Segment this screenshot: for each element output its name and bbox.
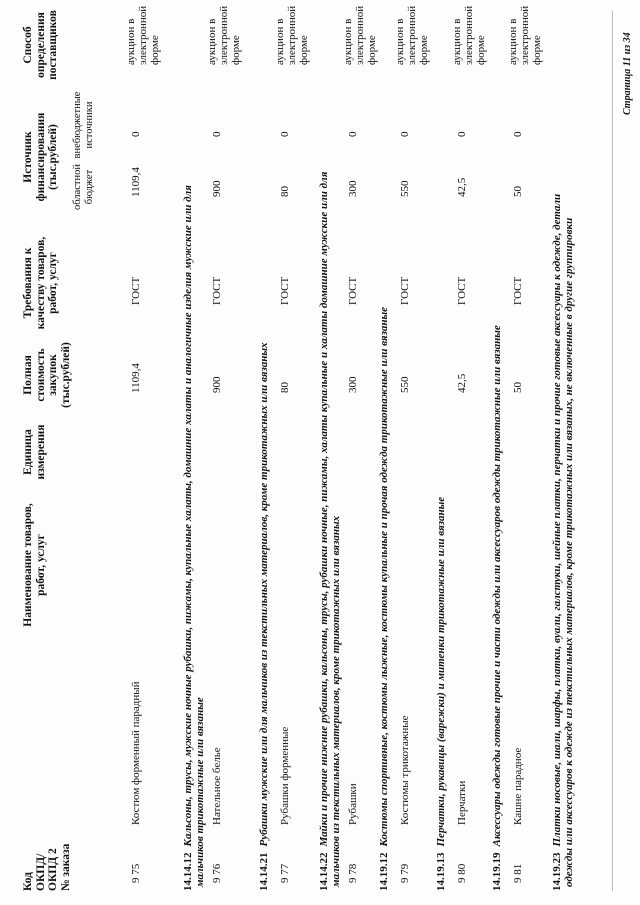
item-method — [451, 6, 487, 65]
item-requirements: ГОСТ — [399, 276, 411, 305]
method-line: электронной — [463, 5, 475, 65]
method-line: форме — [298, 35, 310, 65]
method-line: аукцион в — [394, 18, 406, 65]
item-cost: 300 — [347, 376, 359, 393]
item-number: 9 76 — [211, 863, 223, 883]
header-src-line: (тыс.рублей) — [47, 124, 59, 190]
item-cost: 50 — [512, 382, 524, 393]
item-extra-sources: 0 — [347, 131, 359, 137]
item-requirements: ГОСТ — [456, 276, 468, 305]
item-name: Костюмы трикотажные — [399, 715, 411, 825]
item-name: Нательное белье — [211, 747, 223, 825]
group-code: 14.14.21 — [258, 852, 270, 891]
method-line: форме — [366, 35, 378, 65]
header-code — [22, 831, 72, 891]
item-method — [342, 6, 378, 65]
header-cost — [22, 335, 72, 415]
method-line: электронной — [519, 5, 531, 65]
item-number: 9 78 — [347, 863, 359, 883]
method-line: форме — [475, 35, 487, 65]
group-code: 14.19.13 — [435, 852, 447, 891]
header-cost-line: стоимость — [34, 348, 47, 402]
header-sub-line: внебюджетные — [72, 91, 83, 159]
group-header — [435, 11, 447, 891]
header-cost-line: закупок — [47, 354, 59, 396]
header-requirements — [22, 233, 60, 333]
method-line: форме — [418, 35, 430, 65]
header-unit-line: Единица — [22, 429, 34, 475]
item-number: 9 79 — [399, 863, 411, 883]
group-title: Кальсоны, трусы, мужские ночные рубашки, пижамы, купальные халаты, домашние халаты и аналогичные изделия мужские или для — [182, 185, 194, 847]
item-regional-budget: 42,5 — [456, 177, 468, 197]
method-line: аукцион в — [507, 18, 519, 65]
method-line: электронной — [218, 5, 230, 65]
item-requirements: ГОСТ — [130, 276, 142, 305]
header-method-line: Способ — [22, 26, 34, 64]
header-src-line: финансирования — [34, 112, 47, 202]
header-cost-line: (тыс.рублей) — [59, 342, 72, 408]
item-regional-budget: 80 — [279, 186, 291, 197]
header-src-line: Источник — [22, 131, 34, 183]
item-name: Костюм форменный парадный — [130, 681, 142, 825]
group-title: Аксессуары одежды готовые прочие и части одежды или аксессуаров одежды трикотажные или вязаные — [491, 325, 503, 847]
item-regional-budget: 300 — [347, 180, 359, 197]
item-method — [274, 6, 310, 65]
item-name: Рубашки — [347, 783, 359, 825]
group-title: Майки и прочие нижние рубашки, кальсоны, трусы, рубашки ночные, пижамы, халаты купальные и халаты домашние мужские или для — [318, 171, 330, 847]
method-line: электронной — [354, 5, 366, 65]
item-regional-budget: 50 — [512, 186, 524, 197]
item-number: 9 75 — [130, 863, 142, 883]
header-source-extra — [72, 89, 95, 161]
header-name — [22, 455, 47, 675]
group-header — [551, 11, 575, 891]
header-req-line: качеству товаров, — [34, 236, 47, 330]
group-header — [182, 11, 206, 891]
header-sub-line: областной — [72, 164, 83, 210]
item-regional-budget: 550 — [399, 180, 411, 197]
header-code-line: ОКПД/ — [34, 853, 47, 891]
method-line: аукцион в — [125, 18, 137, 65]
method-line: аукцион в — [451, 18, 463, 65]
item-extra-sources: 0 — [399, 131, 411, 137]
group-code: 14.14.12 — [182, 852, 194, 891]
item-extra-sources: 0 — [130, 131, 142, 137]
group-title: Рубашки мужские или для мальчиков из текстильных материалов, кроме трикотажных или вязаных — [258, 342, 270, 847]
header-method-line: определения — [34, 12, 47, 78]
item-requirements: ГОСТ — [347, 276, 359, 305]
item-name: Перчатки — [456, 780, 468, 825]
method-line: аукцион в — [274, 18, 286, 65]
group-header — [258, 11, 270, 891]
item-extra-sources: 0 — [512, 131, 524, 137]
header-unit-line: измерения — [34, 424, 47, 480]
method-line: аукцион в — [206, 18, 218, 65]
item-cost: 80 — [279, 382, 291, 393]
header-name-line: работ, услуг — [34, 534, 47, 596]
group-code: 14.14.22 — [318, 852, 330, 891]
divider — [612, 11, 613, 891]
item-number: 9 80 — [456, 863, 468, 883]
header-method — [22, 5, 60, 85]
header-code-line: Код — [22, 871, 34, 891]
item-name: Рубашки форменные — [279, 726, 291, 825]
item-cost: 550 — [399, 376, 411, 393]
group-title: Платки носовые, шали, шарфы, платки, вуали, галстуки, шейные платки, перчатки и прочие готовые аксессуары к одежде, детали — [551, 193, 563, 847]
header-name-line: Наименование товаров, — [22, 503, 34, 627]
header-method-line: поставщиков — [47, 10, 59, 80]
item-requirements: ГОСТ — [279, 276, 291, 305]
item-regional-budget: 1109,4 — [130, 167, 142, 197]
item-cost: 42,5 — [456, 373, 468, 393]
header-unit — [22, 417, 47, 487]
header-sub-line: источники — [83, 101, 95, 149]
group-title: Костюмы спортивные, костюмы лыжные, костюмы купальные и прочая одежда трикотажные или вязаные — [378, 306, 390, 847]
header-sub-line: бюджет — [83, 169, 95, 205]
item-cost: 1109,4 — [130, 363, 142, 393]
method-line: форме — [149, 35, 161, 65]
item-cost: 900 — [211, 376, 223, 393]
item-number: 9 81 — [512, 863, 524, 883]
group-header — [378, 11, 390, 891]
header-code-line: № заказа — [59, 843, 72, 891]
item-regional-budget: 900 — [211, 180, 223, 197]
item-method — [125, 6, 161, 65]
header-source — [22, 97, 60, 217]
item-extra-sources: 0 — [279, 131, 291, 137]
item-extra-sources: 0 — [456, 131, 468, 137]
item-method — [394, 6, 430, 65]
group-title-cont: мальчиков трикотажные или вязаные — [194, 697, 206, 887]
method-line: форме — [230, 35, 242, 65]
header-req-line: Требования к — [22, 247, 34, 319]
method-line: электронной — [137, 5, 149, 65]
group-title: Перчатки, рукавицы (варежки) и митенки трикотажные или вязаные — [435, 496, 447, 847]
group-title-cont: мальчиков из текстильных материалов, кроме трикотажных или вязаных — [330, 515, 342, 887]
group-code: 14.19.19 — [491, 852, 503, 891]
item-requirements: ГОСТ — [211, 276, 223, 305]
method-line: форме — [531, 35, 543, 65]
group-header — [318, 11, 342, 891]
group-code: 14.19.12 — [378, 852, 390, 891]
item-requirements: ГОСТ — [512, 276, 524, 305]
method-line: аукцион в — [342, 18, 354, 65]
item-method — [507, 6, 543, 65]
item-method — [206, 6, 242, 65]
group-header — [491, 11, 503, 891]
group-code: 14.19.23 — [551, 852, 563, 891]
header-source-regional — [72, 157, 95, 217]
item-name: Кашне парадное — [512, 747, 524, 825]
method-line: электронной — [286, 5, 298, 65]
group-title-cont: одежды или аксессуаров к одежде из текстильных материалов, кроме трикотажных или вязаных, не включенные в другие группировки — [563, 217, 575, 887]
page-footer: Страница 11 из 34 — [622, 32, 633, 115]
header-code-line: ОКПД 2 — [47, 848, 59, 891]
item-number: 9 77 — [279, 863, 291, 883]
item-extra-sources: 0 — [211, 131, 223, 137]
header-req-line: работ, услуг — [47, 252, 59, 314]
header-cost-line: Полная — [22, 355, 34, 395]
method-line: электронной — [406, 5, 418, 65]
